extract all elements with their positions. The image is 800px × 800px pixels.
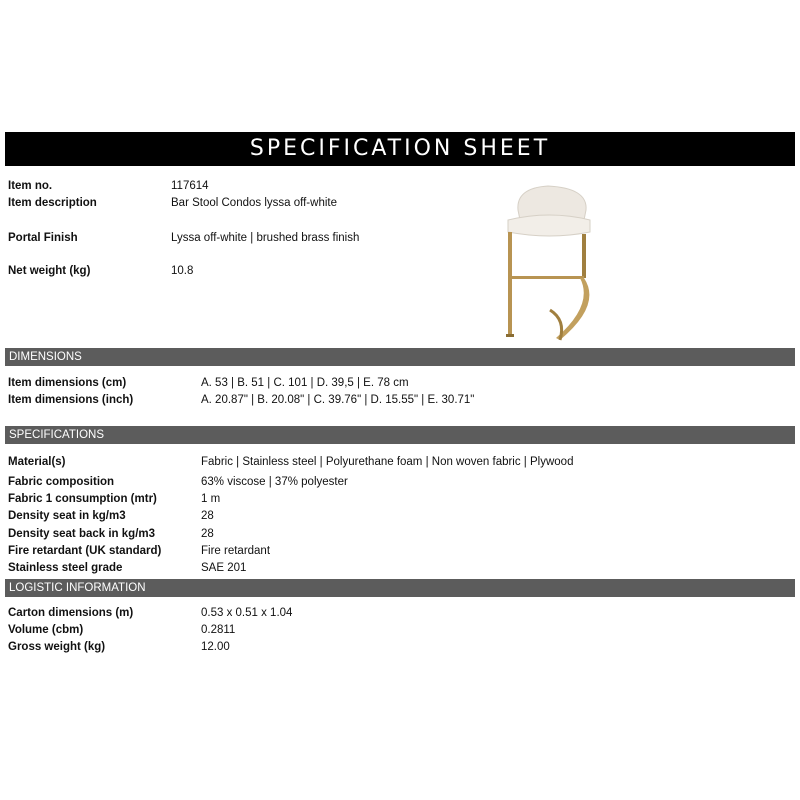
row-value: 28	[201, 510, 214, 522]
row-label: Item no.	[8, 180, 53, 192]
section-header-dimensions: DIMENSIONS	[5, 348, 795, 366]
row-label: Carton dimensions (m)	[8, 607, 134, 619]
row-label: Item dimensions (cm)	[8, 377, 127, 389]
row-label: Gross weight (kg)	[8, 641, 106, 653]
row-value: 117614	[171, 180, 209, 192]
row-label: Fabric 1 consumption (mtr)	[8, 493, 157, 505]
row-value: 63% viscose | 37% polyester	[201, 476, 348, 488]
row-value: Bar Stool Condos lyssa off-white	[171, 197, 337, 209]
row-value: Lyssa off-white | brushed brass finish	[171, 232, 360, 244]
sheet-title: SPECIFICATION SHEET	[5, 132, 795, 166]
row-label: Item description	[8, 197, 97, 209]
row-label: Fabric composition	[8, 476, 115, 488]
row-value: 28	[201, 528, 214, 540]
section-header-logistic-information: LOGISTIC INFORMATION	[5, 579, 795, 597]
row-label: Density seat back in kg/m3	[8, 528, 156, 540]
section-header-specifications: SPECIFICATIONS	[5, 426, 795, 444]
row-value: 10.8	[171, 265, 194, 277]
row-value: SAE 201	[201, 562, 247, 574]
row-label: Portal Finish	[8, 232, 78, 244]
row-label: Item dimensions (inch)	[8, 394, 134, 406]
row-label: Density seat in kg/m3	[8, 510, 126, 522]
row-value: Fire retardant	[201, 545, 271, 557]
row-label: Net weight (kg)	[8, 265, 91, 277]
product-image-bar-stool	[490, 180, 600, 345]
row-value: 0.53 x 0.51 x 1.04	[201, 607, 293, 619]
row-label: Stainless steel grade	[8, 562, 123, 574]
row-value: 0.2811	[201, 624, 236, 636]
row-label: Volume (cbm)	[8, 624, 84, 636]
row-value: A. 53 | B. 51 | C. 101 | D. 39,5 | E. 78 cm	[201, 377, 409, 389]
row-value: A. 20.87" | B. 20.08" | C. 39.76" | D. 15.55" | E. 30.71"	[201, 394, 475, 406]
row-label: Fire retardant (UK standard)	[8, 545, 162, 557]
row-value: 12.00	[201, 641, 230, 653]
row-label: Material(s)	[8, 456, 66, 468]
row-value: 1 m	[201, 493, 221, 505]
row-value: Fabric | Stainless steel | Polyurethane foam | Non woven fabric | Plywood	[201, 456, 574, 468]
